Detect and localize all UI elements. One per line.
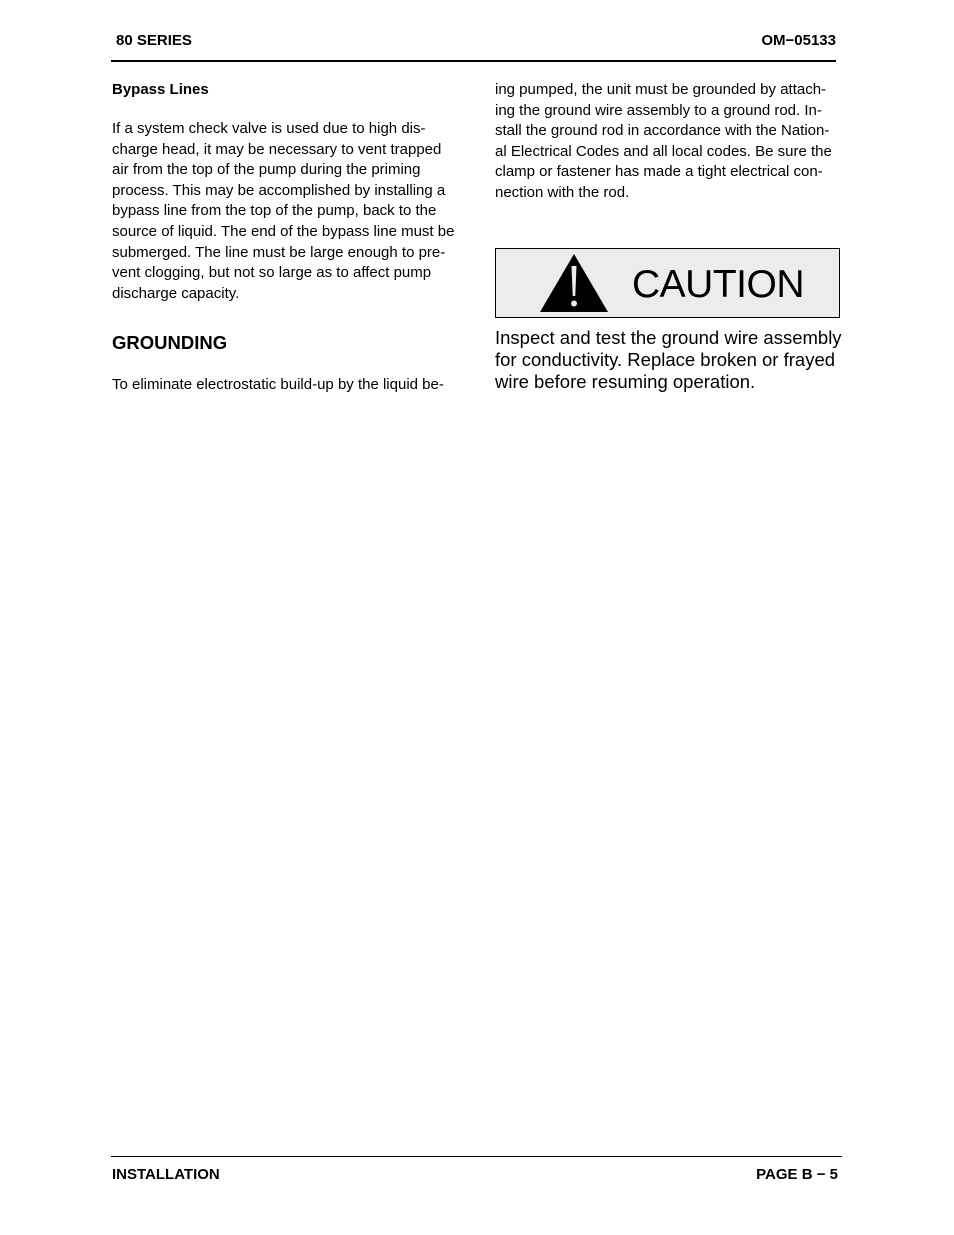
document-number: OM−05133	[761, 32, 836, 49]
text-line: source of liquid. The end of the bypass line must be	[112, 222, 455, 240]
text-line: ing pumped, the unit must be grounded by attach-	[495, 81, 827, 98]
text-line: submerged. The line must be large enough to pre-	[112, 243, 446, 261]
text-line: vent clogging, but not so large as to affect pump	[112, 264, 432, 282]
warning-triangle-icon	[538, 252, 610, 314]
grounding-paragraph-start: To eliminate electrostatic build-up by the liquid be-	[112, 376, 444, 394]
text-line: If a system check valve is used due to high dis-	[112, 120, 426, 137]
text-line: ing the ground wire assembly to a ground rod. In-	[495, 101, 822, 119]
text-line: al Electrical Codes and all local codes. Be sure the	[495, 142, 832, 160]
caution-message	[495, 327, 842, 393]
section-name: INSTALLATION	[112, 1166, 220, 1183]
page-header	[111, 30, 836, 62]
text-line: clamp or fastener has made a tight electrical con-	[495, 163, 823, 181]
page-number: PAGE B − 5	[756, 1166, 838, 1183]
caution-banner	[495, 248, 840, 318]
text-line: stall the ground rod in accordance with the Nation-	[495, 122, 830, 140]
text-line: process. This may be accomplished by installing a	[112, 181, 446, 199]
text-line: charge head, it may be necessary to vent trapped	[112, 140, 442, 158]
text-line: nection with the rod.	[495, 183, 630, 201]
text-line: discharge capacity.	[112, 284, 240, 302]
bypass-lines-heading: Bypass Lines	[112, 81, 209, 98]
caution-label: CAUTION	[632, 262, 804, 306]
series-title: 80 SERIES	[116, 32, 192, 49]
text-line: Inspect and test the ground wire assembly	[495, 326, 842, 348]
bypass-lines-paragraph	[112, 119, 458, 304]
text-line: air from the top of the pump during the priming	[112, 161, 421, 179]
right-column	[495, 80, 842, 393]
left-column	[112, 80, 458, 396]
text-line: wire before resuming operation.	[495, 370, 756, 392]
grounding-heading: GROUNDING	[112, 332, 228, 354]
text-line: bypass line from the top of the pump, back to the	[112, 202, 437, 220]
page-footer	[111, 1156, 842, 1189]
text-line: for conductivity. Replace broken or frayed	[495, 348, 836, 370]
grounding-paragraph-continued	[495, 80, 842, 204]
